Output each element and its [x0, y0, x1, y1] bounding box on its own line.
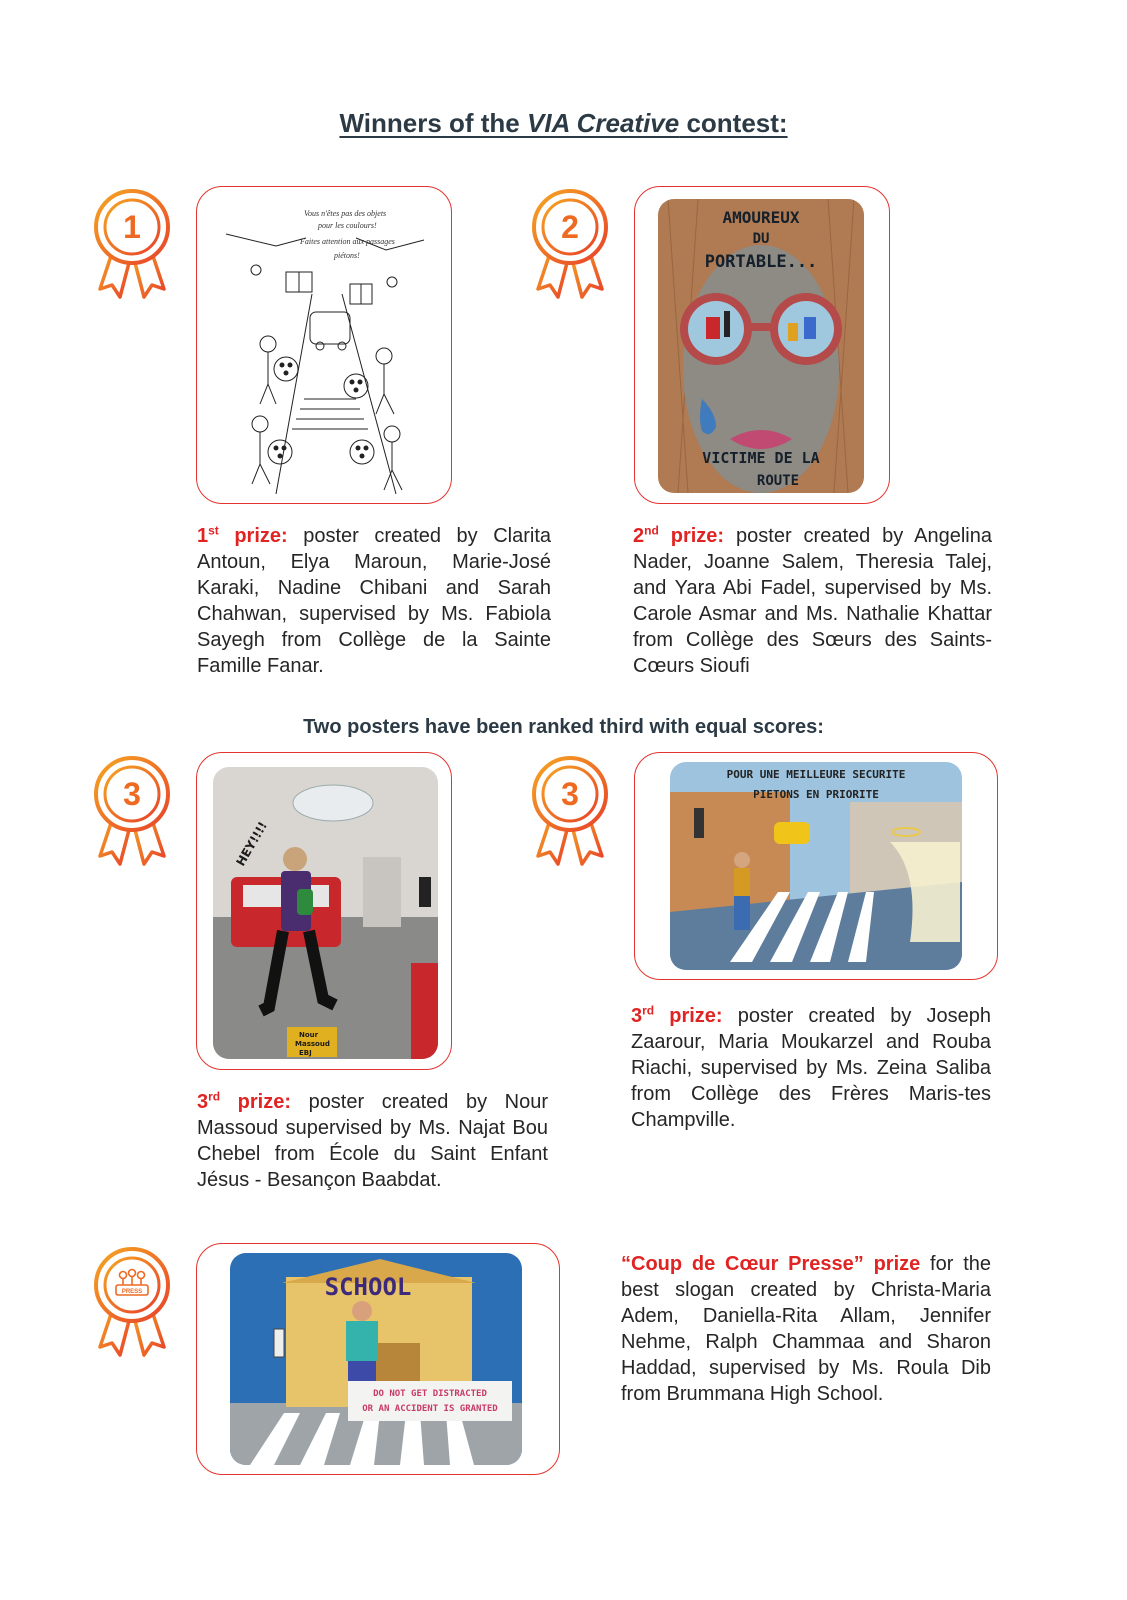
third-place-medal-icon: [92, 752, 172, 872]
second-prize-description: 2nd prize: poster created by Angelina Nader, Joanne Salem, Theresia Talej, and Yara Abi Fadel, supervised by Ms. Carole Asmar and Ms. Nathalie Khattar from Collège des Sœurs des Saints-Cœurs Sioufi: [633, 523, 992, 677]
svg-text:3: 3: [561, 776, 579, 812]
svg-text:AMOUREUX: AMOUREUX: [722, 208, 800, 227]
third-place-heading: Two posters have been ranked third with equal scores:: [303, 716, 824, 738]
first-place-medal-icon: [92, 185, 172, 305]
third-prize-description-nour: 3rd prize: poster created by Nour Massoud supervised by Ms. Najat Bou Chebel from École du Saint Enfant Jésus - Besançon Baabdat.: [197, 1089, 548, 1191]
third-prize-poster-champville: [670, 762, 962, 970]
svg-text:POUR UNE MEILLEURE SECURITE: POUR UNE MEILLEURE SECURITE: [726, 768, 906, 781]
svg-text:1: 1: [123, 209, 141, 245]
second-prize-poster: [658, 199, 864, 493]
svg-text:VICTIME DE LA: VICTIME DE LA: [702, 449, 820, 467]
svg-text:HEY!!!!: HEY!!!!: [233, 819, 271, 869]
svg-text:DU: DU: [752, 231, 770, 247]
svg-text:ROUTE: ROUTE: [756, 473, 800, 489]
svg-text:Massoud: Massoud: [295, 1040, 330, 1048]
press-prize-description: “Coup de Cœur Presse” prize for the best slogan created by Christa-Maria Adem, Daniella-Rita Allam, Jennifer Nehme, Ralph Chammaa and Sharon Haddad, supervised by Ms. Roula Dib from Brummana High School.: [621, 1253, 991, 1405]
svg-text:OR AN ACCIDENT IS GRANTED: OR AN ACCIDENT IS GRANTED: [362, 1404, 498, 1414]
first-prize-poster: [216, 194, 430, 498]
svg-text:Vous n'êtes pas des objets: Vous n'êtes pas des objets: [304, 209, 387, 218]
svg-text:3: 3: [123, 776, 141, 812]
svg-text:DO NOT GET DISTRACTED: DO NOT GET DISTRACTED: [373, 1389, 487, 1399]
svg-text:2: 2: [561, 209, 579, 245]
svg-text:PIETONS EN PRIORITE: PIETONS EN PRIORITE: [753, 788, 879, 801]
title-emphasis: VIA Creative: [527, 108, 680, 138]
first-prize-description: 1st prize: poster created by Clarita Antoun, Elya Maroun, Marie-José Karaki, Nadine Chibani and Sarah Chahwan, supervised by Ms. Fabiola Sayegh from Collège de la Sainte Famille Fanar.: [197, 523, 551, 677]
second-place-medal-icon: [530, 185, 610, 305]
page-title: Winners of the VIA Creative contest:: [339, 108, 788, 138]
third-place-medal-icon: [530, 752, 610, 872]
svg-text:Faites attention aux passages: Faites attention aux passages: [300, 237, 395, 246]
svg-text:PORTABLE...: PORTABLE...: [704, 252, 818, 272]
svg-text:pour les coulours!: pour les coulours!: [318, 221, 377, 230]
third-prize-poster-nour-massoud: [213, 767, 438, 1059]
svg-text:SCHOOL: SCHOOL: [324, 1273, 412, 1301]
press-prize-poster: [230, 1253, 522, 1465]
svg-text:piétons!: piétons!: [334, 251, 360, 260]
svg-text:EBJ: EBJ: [299, 1049, 312, 1057]
press-prize-medal-icon: [92, 1243, 172, 1363]
svg-text:Nour: Nour: [299, 1031, 319, 1039]
third-prize-description-champville: 3rd prize: poster created by Joseph Zaarour, Maria Moukarzel and Rouba Riachi, supervised by Ms. Zeina Saliba from Collège des Frères Maris-tes Champville.: [631, 1003, 991, 1131]
svg-text:PRESS: PRESS: [121, 1289, 143, 1295]
